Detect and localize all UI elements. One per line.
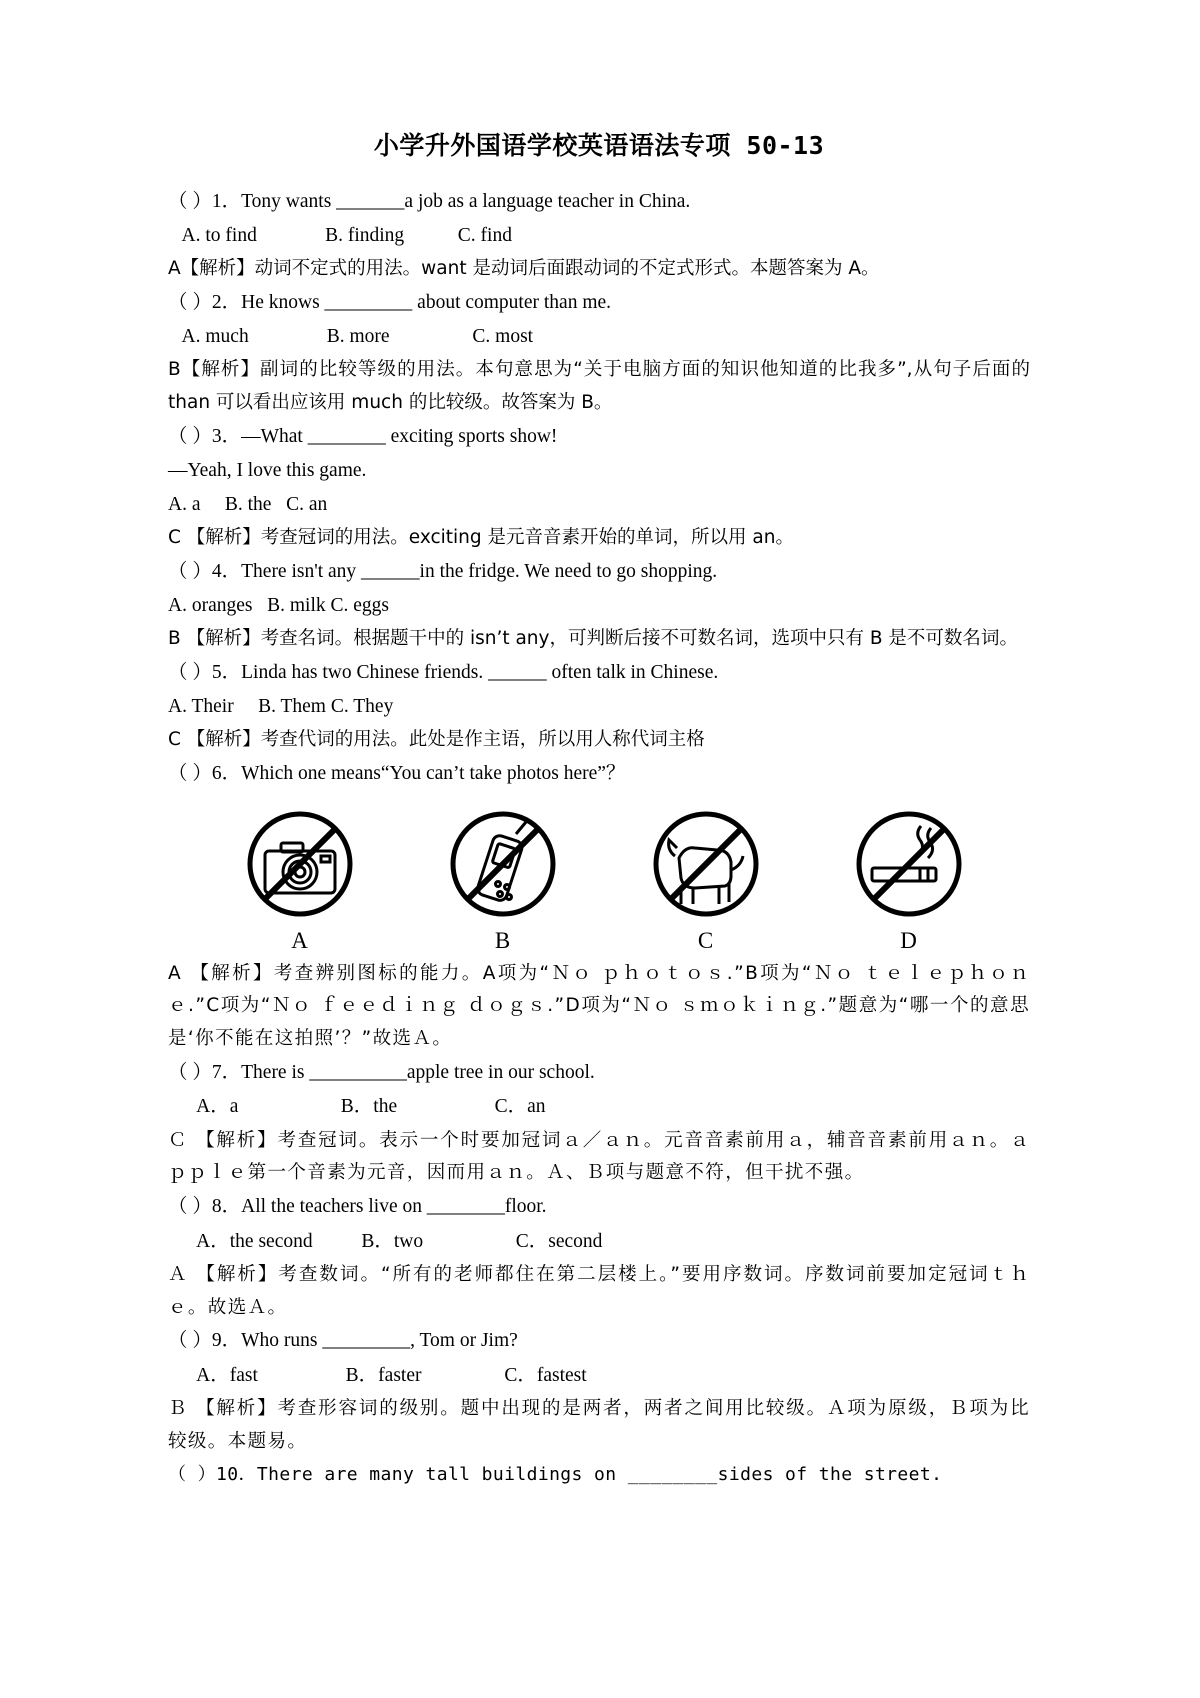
question-1-stem: （ ）1．Tony wants _______a job as a language teacher in China. xyxy=(168,190,691,212)
question-3-options: A. a B. the C. an xyxy=(168,494,328,516)
question-4-explanation: B 【解析】考查名词。根据题干中的 isn’t any，可判断后接不可数名词，选项中只有 B 是不可数名词。 xyxy=(168,628,1018,650)
question-8-options: A．the second B．two C．second xyxy=(168,1230,603,1252)
no-telephone-icon xyxy=(428,806,578,926)
question-2-stem: （ ）2．He knows _________ about computer than me. xyxy=(168,291,612,313)
question-3-explanation: C 【解析】考查冠词的用法。exciting 是元音音素开始的单词，所以用 an。 xyxy=(168,527,794,549)
question-3-stem: （ ）3．—What ________ exciting sports show! xyxy=(168,425,558,447)
sign-letter-a: A xyxy=(291,927,308,953)
page-title: 小学升外国语学校英语语法专项 50-13 xyxy=(373,131,825,160)
no-feeding-dogs-icon xyxy=(631,806,781,926)
question-8-stem: （ ）8．All the teachers live on ________floor. xyxy=(168,1196,547,1218)
sign-letter-c: C xyxy=(697,927,714,953)
question-5-explanation: C 【解析】考查代词的用法。此处是作主语，所以用人称代词主格 xyxy=(168,729,705,751)
no-photos-icon xyxy=(225,806,375,926)
question-6-sign-images xyxy=(168,806,1030,954)
question-6-stem: （ ）6．Which one means“You can’t take photos here”？ xyxy=(168,763,626,785)
question-4-options: A. oranges B. milk C. eggs xyxy=(168,595,389,617)
question-8-explanation: Ａ 【解析】考查数词。“所有的老师都住在第二层楼上。”要用序数词。序数词前要加定冠词ｔｈｅ。故选Ａ。 xyxy=(168,1263,1030,1318)
question-7-explanation: Ｃ 【解析】考查冠词。表示一个时要加冠词ａ／ａｎ。元音音素前用ａ，辅音音素前用ａｎ。ａｐｐｌｅ第一个音素为元音，因而用ａｎ。Ａ、Ｂ项与题意不符，但干扰不强。 xyxy=(168,1129,1030,1184)
question-2-options: A. much B. more C. most xyxy=(168,325,534,347)
sign-letter-b: B xyxy=(494,927,511,953)
question-2-explanation: B【解析】副词的比较等级的用法。本句意思为“关于电脑方面的知识他知道的比我多”,从句子后面的 than 可以看出应该用 much 的比较级。故答案为 B。 xyxy=(168,358,1030,413)
sign-letter-d: D xyxy=(900,927,917,953)
sign-option-a xyxy=(220,806,380,954)
sign-option-d xyxy=(829,806,989,954)
no-smoking-icon xyxy=(834,806,984,926)
question-5-options: A. Their B. Them C. They xyxy=(168,696,394,718)
document-content xyxy=(168,130,1030,1490)
question-7-stem: （ ）7．There is __________apple tree in our school. xyxy=(168,1062,595,1084)
question-9-options: A．fast B．faster C．fastest xyxy=(168,1364,587,1386)
question-10-stem: （ ）10．There are many tall buildings on ________sides of the street. xyxy=(168,1463,943,1485)
question-9-explanation: Ｂ 【解析】考查形容词的级别。题中出现的是两者，两者之间用比较级。Ａ项为原级，Ｂ项为比较级。本题易。 xyxy=(168,1397,1030,1452)
question-1-options: A. to find B. finding C. find xyxy=(168,224,512,246)
sign-option-b xyxy=(423,806,583,954)
question-1-explanation: A【解析】动词不定式的用法。want 是动词后面跟动词的不定式形式。本题答案为 A。 xyxy=(168,257,880,279)
sign-option-c xyxy=(626,806,786,954)
question-3-stem-continued: —Yeah, I love this game. xyxy=(168,459,367,481)
question-7-options: A．a B．the C．an xyxy=(168,1096,546,1118)
question-4-stem: （ ）4．There isn't any ______in the fridge. We need to go shopping. xyxy=(168,561,718,583)
question-5-stem: （ ）5．Linda has two Chinese friends. ______ often talk in Chinese. xyxy=(168,662,719,684)
question-9-stem: （ ）9．Who runs _________, Tom or Jim? xyxy=(168,1330,518,1352)
question-6-explanation: A 【解析】考查辨别图标的能力。A项为“Ｎｏ ｐｈｏｔｏｓ.”B项为“Ｎｏ ｔｅｌｅｐｈｏｎｅ.”C项为“Ｎｏ ｆｅｅｄｉｎｇ ｄｏｇｓ.”D项为“Ｎｏ ｓｍｏｋｉｎｇ.”题意为“哪一个的意思是‘你不能在这拍照’？”故选Ａ。 xyxy=(168,962,1030,1050)
